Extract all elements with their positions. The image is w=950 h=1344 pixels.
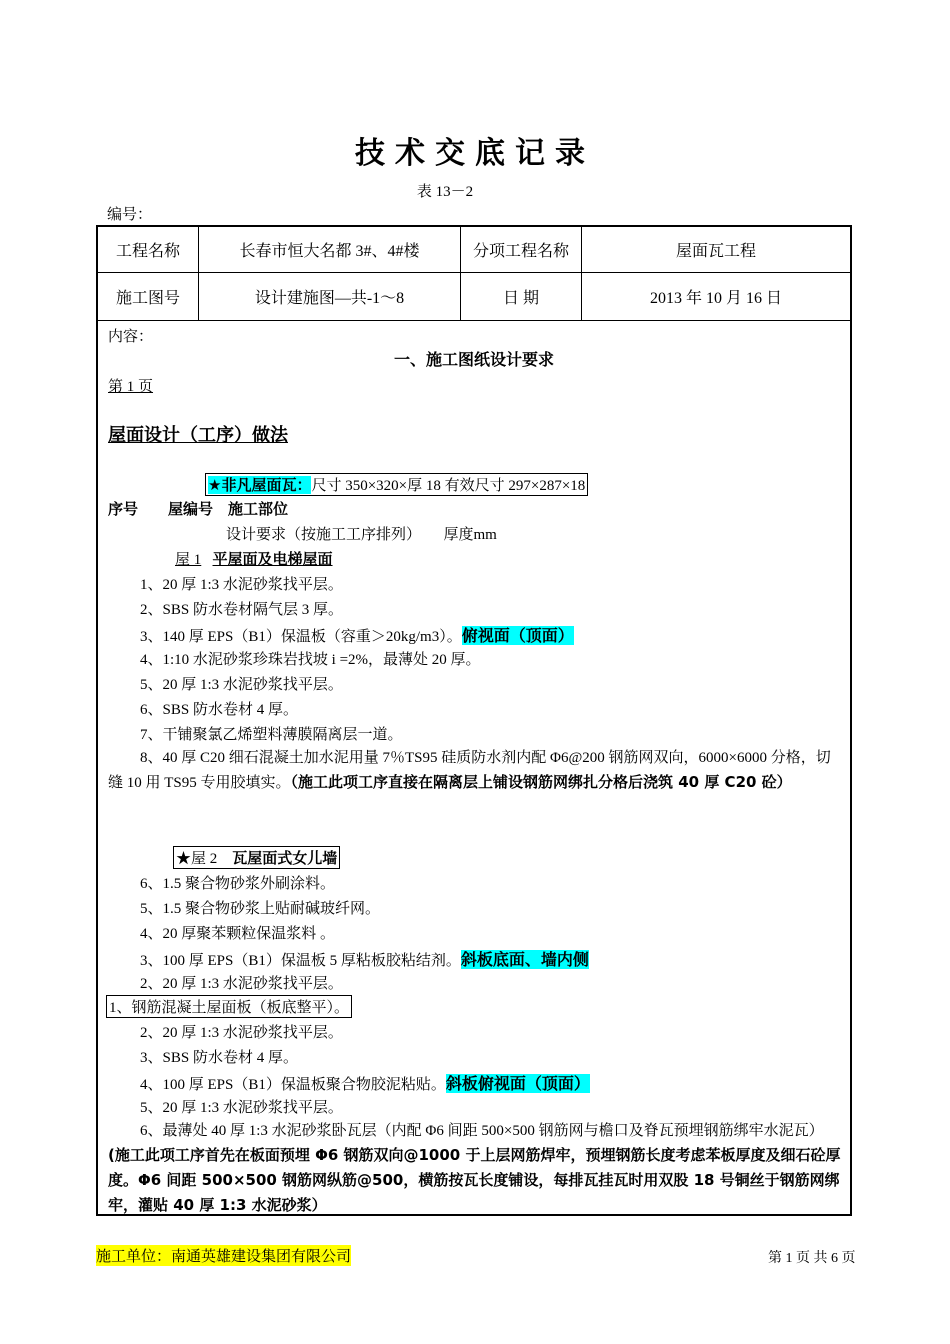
- column-headers: 序号 屋编号 施工部位: [108, 500, 289, 518]
- roof1-heading: [175, 548, 333, 569]
- design-title: 屋面设计（工序）做法: [108, 425, 288, 446]
- content-label: 内容：: [108, 329, 154, 345]
- tile-spec-highlight: ★非凡屋面瓦：: [208, 476, 312, 494]
- roof1-step-5: 5、20 厚 1:3 水泥砂浆找平层。: [140, 677, 343, 693]
- roof2-step-2a: 2、20 厚 1:3 水泥砂浆找平层。: [140, 976, 343, 992]
- roof2-step-6a: 6、1.5 聚合物砂浆外刷涂料。: [140, 876, 336, 892]
- page-ref: 第 1 页: [108, 379, 154, 395]
- project-value: 长春市恒大名都 3#、4#楼: [199, 227, 461, 272]
- roof1-step-4: 4、1:10 水泥砂浆珍珠岩找坡 i =2%，最薄处 20 厚。: [140, 652, 481, 668]
- roof2-step-6b: [108, 1119, 842, 1218]
- design-requirement: 设计要求（按施工工序排列） 厚度mm: [226, 527, 497, 543]
- roof2-step-6b-text: 6、最薄处 40 厚 1:3 水泥砂浆卧瓦层（内配 Φ6 间距 500×500 钢筋网与檐口及脊瓦预埋钢筋绑牢水泥瓦）: [140, 1123, 824, 1139]
- roof2-name: 瓦屋面式女儿墙: [232, 849, 338, 867]
- roof1-step-2: 2、SBS 防水卷材隔气层 3 厚。: [140, 602, 343, 618]
- roof2-step-5a: 5、1.5 聚合物砂浆上贴耐碱玻纤网。: [140, 901, 381, 917]
- project-label: 工程名称: [98, 227, 199, 272]
- roof1-step-1: 1、20 厚 1:3 水泥砂浆找平层。: [140, 577, 343, 593]
- serial-label: 编号：: [107, 207, 153, 223]
- roof2-step-3a-text: 3、100 厚 EPS（B1）保温板 5 厚粘板胶粘结剂。: [140, 953, 461, 969]
- roof1-step-8-note: （施工此项工序直接在隔离层上铺设钢筋网绑扎分格后浇筑 40 厚 C20 砼）: [290, 773, 792, 791]
- roof2-heading: [173, 846, 340, 869]
- section-heading: 一、施工图纸设计要求: [393, 350, 554, 369]
- roof2-step-3a-highlight: 斜板底面、墙内侧: [460, 950, 589, 969]
- drawing-value: 设计建施图—共-1～8: [199, 273, 461, 320]
- tile-spec: [205, 473, 588, 496]
- roof2-step-5b: 5、20 厚 1:3 水泥砂浆找平层。: [140, 1100, 343, 1116]
- record-frame: [96, 225, 852, 1216]
- roof2-step-4b-highlight: 斜板俯视面（顶面）: [445, 1074, 590, 1093]
- roof1-step-3: [140, 623, 574, 646]
- roof1-step-3-text: 3、140 厚 EPS（B1）保温板（容重＞20kg/m3）。: [140, 629, 462, 645]
- roof2-step-3b: 3、SBS 防水卷材 4 厚。: [140, 1050, 298, 1066]
- roof2-base-slab: 1、钢筋混凝土屋面板（板底整平）。: [106, 995, 352, 1018]
- roof1-step-6: 6、SBS 防水卷材 4 厚。: [140, 702, 298, 718]
- roof2-step-6b-note: (施工此项工序首先在板面预埋 Φ6 钢筋双向@1000 于上层网筋焊牢，预埋钢筋长度考虑苯板厚度及细石砼厚度。Φ6 间距 500×500 钢筋网纵筋@500，横筋按瓦长度铺设，每排瓦挂瓦时用双股 18 号铜丝于钢筋网绑牢，灌贴 40 厚 1:3 水泥砂浆）: [108, 1146, 841, 1214]
- date-label: 日 期: [461, 273, 582, 320]
- construction-unit: 施工单位：南通英雄建设集团有限公司: [96, 1247, 352, 1265]
- subproject-value: 屋面瓦工程: [675, 243, 756, 260]
- roof2-step-2b: 2、20 厚 1:3 水泥砂浆找平层。: [140, 1025, 343, 1041]
- roof2-step-4b-text: 4、100 厚 EPS（B1）保温板聚合物胶泥粘贴。: [140, 1077, 446, 1093]
- roof1-step-3-highlight: 俯视面（顶面）: [461, 626, 574, 645]
- roof2-step-3a: [140, 947, 589, 970]
- header-row-2: [98, 273, 850, 321]
- roof1-id: 屋 1: [175, 552, 202, 568]
- subproject-label: 分项工程名称: [461, 227, 582, 272]
- roof2-step-4b: [140, 1071, 590, 1094]
- document-title: 技术交底记录: [355, 136, 595, 171]
- tile-spec-text: 尺寸 350×320×厚 18 有效尺寸 297×287×18: [311, 478, 586, 494]
- header-row-1: [98, 227, 850, 273]
- roof1-step-8: [108, 746, 842, 795]
- roof1-step-7: 7、干铺聚氯乙烯塑料薄膜隔离层一道。: [140, 727, 403, 743]
- date-value: 2013 年 10 月 16 日: [649, 290, 782, 307]
- roof2-step-4a: 4、20 厚聚苯颗粒保温浆料 。: [140, 926, 336, 942]
- roof1-name: 平屋面及电梯屋面: [212, 550, 333, 568]
- drawing-label: 施工图号: [98, 273, 199, 320]
- roof2-id: ★屋 2: [176, 851, 218, 867]
- roof1-step-8-text: 8、40 厚 C20 细石混凝土加水泥用量 7％TS95 硅质防水剂内配 Φ6@200 钢筋网双向，6000×6000 分格，切缝 10 用 TS95 专用胶填实。: [108, 750, 831, 791]
- form-number: 表 13－2: [416, 184, 474, 200]
- page-number: 第 1 页 共 6 页: [768, 1251, 856, 1266]
